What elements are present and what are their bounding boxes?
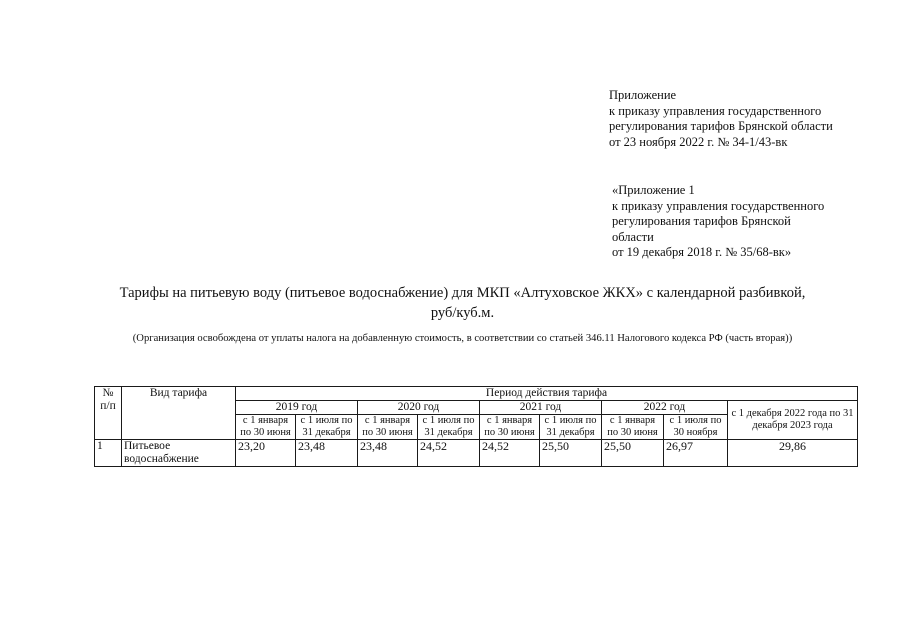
tariff-value: 23,48 — [296, 440, 358, 467]
year-2019-header: 2019 год — [236, 401, 358, 415]
year-2020-header: 2020 год — [358, 401, 480, 415]
tariff-value: 25,50 — [602, 440, 664, 467]
appendix-1-line: регулирования тарифов Брянской — [612, 214, 791, 228]
subperiod-header: с 1 января по 30 июня — [602, 415, 664, 440]
tariff-value: 25,50 — [540, 440, 602, 467]
title-line-1: Тарифы на питьевую воду (питьевое водоснабжение) для МКП «Алтуховское ЖКХ» с календарной разбивкой, — [119, 285, 806, 301]
appendix-1-line: к приказу управления государственного — [612, 198, 825, 213]
subperiod-header: с 1 июля по 30 ноября — [664, 415, 728, 440]
title-line-2: руб/куб.м. — [430, 305, 495, 321]
subperiod-header: с 1 июля по 31 декабря — [418, 415, 480, 440]
tariff-value: 23,48 — [358, 440, 418, 467]
tariff-value: 26,97 — [664, 440, 728, 467]
appendix-line: к приказу управления государственного — [609, 103, 822, 118]
appendix-1-line: «Приложение 1 — [612, 183, 695, 197]
subperiod-header: с 1 июля по 31 декабря — [296, 415, 358, 440]
subperiod-header: с 1 июля по 31 декабря — [540, 415, 602, 440]
appendix-1-line: от 19 декабря 2018 г. № 35/68-вк» — [612, 245, 792, 259]
table-row — [95, 440, 858, 467]
appendix-1-header — [612, 183, 824, 261]
appendix-1-line: области — [612, 229, 654, 244]
appendix-line: от 23 ноября 2022 г. № 34-1/43-вк — [609, 134, 788, 149]
tariff-value: 24,52 — [418, 440, 480, 467]
appendix-header — [609, 88, 833, 150]
col-period-header: Период действия тарифа — [236, 387, 858, 401]
appendix-line: Приложение — [609, 88, 677, 102]
document-title — [60, 283, 865, 323]
appendix-line: регулирования тарифов Брянской области — [609, 119, 833, 133]
row-type: Питьевое водоснабжение — [122, 440, 236, 467]
subperiod-header: с 1 января по 30 июня — [358, 415, 418, 440]
col-type-header: Вид тарифа — [122, 387, 236, 440]
tariff-table — [94, 386, 858, 467]
tariff-value: 24,52 — [480, 440, 540, 467]
year-2022-header: 2022 год — [602, 401, 728, 415]
subperiod-header: с 1 января по 30 июня — [236, 415, 296, 440]
tariff-value: 23,20 — [236, 440, 296, 467]
tariff-value: 29,86 — [728, 440, 858, 467]
header-row-1 — [95, 387, 858, 401]
last-period-header: с 1 декабря 2022 года по 31 декабря 2023 года — [728, 401, 858, 440]
year-2021-header: 2021 год — [480, 401, 602, 415]
col-number-header: № п/п — [95, 387, 122, 440]
tax-note: (Организация освобождена от уплаты налога на добавленную стоимость, в соответствии со статьей 346.11 Налогового кодекса РФ (часть вторая)) — [132, 333, 793, 344]
row-number: 1 — [95, 440, 122, 467]
subperiod-header: с 1 января по 30 июня — [480, 415, 540, 440]
